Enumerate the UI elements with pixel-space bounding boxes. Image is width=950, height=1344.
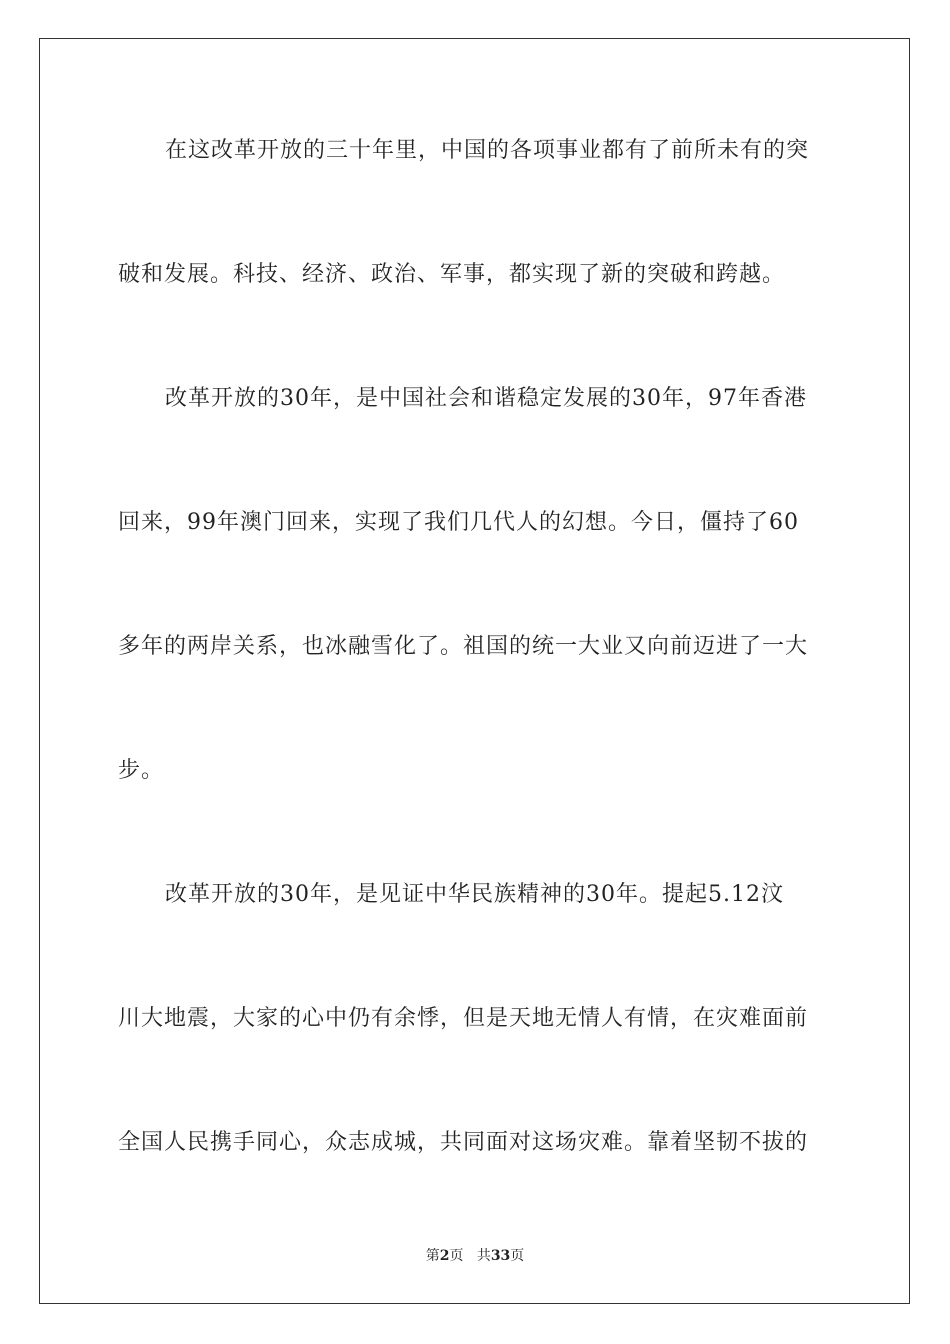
- page-border: [39, 38, 910, 1304]
- page-prefix: 第: [425, 1248, 440, 1264]
- total-suffix: 页: [510, 1248, 525, 1264]
- paragraph-3-line-2: 川大地震，大家的心中仍有余悸，但是天地无情人有情，在灾难面前: [118, 1006, 809, 1031]
- paragraph-2-line-1: 改革开放的30年，是中国社会和谐稳定发展的30年，97年香港: [165, 386, 807, 411]
- paragraph-2-line-2: 回来，99年澳门回来，实现了我们几代人的幻想。今日，僵持了60: [118, 510, 799, 535]
- paragraph-3-line-1: 改革开放的30年，是见证中华民族精神的30年。提起5.12汶: [165, 882, 784, 907]
- paragraph-2-line-4: 步。: [118, 758, 165, 783]
- total-prefix: 共: [476, 1248, 491, 1264]
- paragraph-2-line-3: 多年的两岸关系，也冰融雪化了。祖国的统一大业又向前迈进了一大: [118, 634, 809, 659]
- paragraph-3-line-3: 全国人民携手同心，众志成城，共同面对这场灾难。靠着坚韧不拔的: [118, 1130, 809, 1155]
- page-footer: [0, 1246, 950, 1266]
- page-suffix: 页: [449, 1248, 464, 1264]
- paragraph-1-line-2: 破和发展。科技、经济、政治、军事，都实现了新的突破和跨越。: [118, 262, 786, 287]
- total-pages: 33: [490, 1248, 511, 1264]
- paragraph-1-line-1: 在这改革开放的三十年里，中国的各项事业都有了前所未有的突: [165, 138, 810, 163]
- page-number: 2: [439, 1248, 450, 1264]
